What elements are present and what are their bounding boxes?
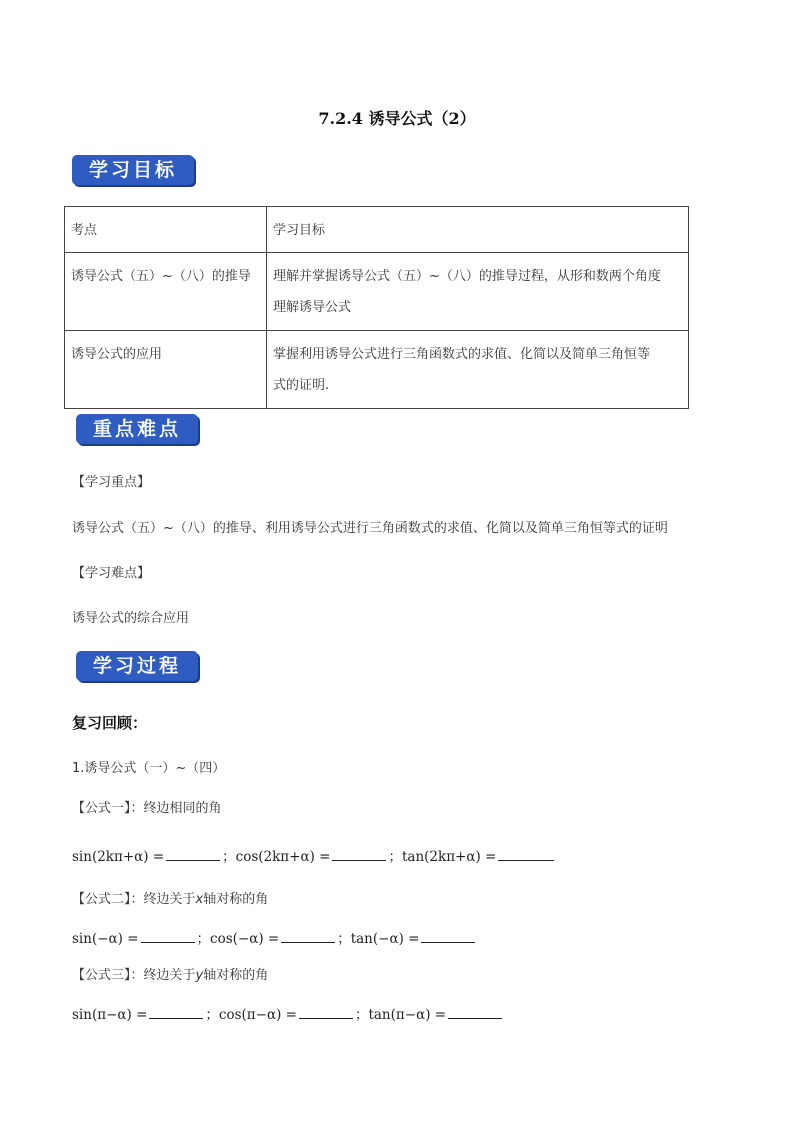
formula-part: sin(2kπ+α) = <box>72 849 165 865</box>
answer-blank[interactable] <box>332 848 386 861</box>
answer-blank[interactable] <box>141 930 195 943</box>
table-cell-topic: 诱导公式（五）~（八）的推导 <box>65 253 267 331</box>
table-header-topic: 考点 <box>65 207 267 253</box>
difficulty-text: 诱导公式的综合应用 <box>72 611 190 626</box>
label-text: 【公式三】：终边关于 <box>72 968 196 983</box>
focus-text: 诱导公式（五）~（八）的推导、利用诱导公式进行三角函数式的求值、化简以及简单三角恒等式的证明 <box>72 521 668 536</box>
focus-label: 【学习重点】 <box>72 475 151 490</box>
answer-blank[interactable] <box>281 930 335 943</box>
answer-blank[interactable] <box>498 848 554 861</box>
table-cell-topic: 诱导公式的应用 <box>65 331 267 409</box>
formula-part: ；tan(−α) = <box>337 931 420 947</box>
section-badge-goals: 学习目标 <box>72 155 194 185</box>
goal-line: 理解并掌握诱导公式（五）~（八）的推导过程，从形和数两个角度 <box>273 269 661 284</box>
label-text: 轴对称的角 <box>203 968 269 983</box>
formula-part: ；tan(π−α) = <box>354 1007 447 1023</box>
formula-part: ；cos(2kπ+α) = <box>222 849 331 865</box>
answer-blank[interactable] <box>448 1006 502 1019</box>
formula2-label <box>72 888 268 907</box>
table-row <box>65 331 689 409</box>
formula-part: ；cos(π−α) = <box>205 1007 297 1023</box>
axis-var: x <box>195 892 204 907</box>
page-title: 7.2.4 诱导公式（2） <box>318 109 476 128</box>
label-text: 轴对称的角 <box>203 892 269 907</box>
table-cell-goal <box>267 331 689 409</box>
formula3-label <box>72 964 268 983</box>
goals-table <box>64 206 689 409</box>
axis-var: y <box>195 968 204 983</box>
formula3-line <box>72 1003 504 1023</box>
answer-blank[interactable] <box>421 930 475 943</box>
review-item: 1.诱导公式（一）~（四） <box>72 761 226 776</box>
table-header-row <box>65 207 689 253</box>
answer-blank[interactable] <box>299 1006 353 1019</box>
section-badge-process: 学习过程 <box>76 651 198 681</box>
review-heading: 复习回顾： <box>72 714 148 732</box>
difficulty-label: 【学习难点】 <box>72 566 151 581</box>
section-badge-keypoints: 重点难点 <box>76 414 198 444</box>
table-cell-goal <box>267 253 689 331</box>
label-text: 【公式二】：终边关于 <box>72 892 196 907</box>
formula-part: ；cos(−α) = <box>196 931 280 947</box>
table-header-goal: 学习目标 <box>267 207 689 253</box>
goal-line: 理解诱导公式 <box>273 300 352 315</box>
answer-blank[interactable] <box>149 1006 203 1019</box>
formula-part: sin(π−α) = <box>72 1007 148 1023</box>
table-row <box>65 253 689 331</box>
formula-part: sin(−α) = <box>72 931 139 947</box>
formula1-line <box>72 845 556 865</box>
goal-line: 式的证明. <box>273 378 330 393</box>
formula2-line <box>72 927 477 947</box>
formula-part: ；tan(2kπ+α) = <box>388 849 497 865</box>
formula1-label: 【公式一】：终边相同的角 <box>72 801 222 816</box>
goal-line: 掌握利用诱导公式进行三角函数式的求值、化简以及简单三角恒等 <box>273 347 651 362</box>
answer-blank[interactable] <box>166 848 220 861</box>
